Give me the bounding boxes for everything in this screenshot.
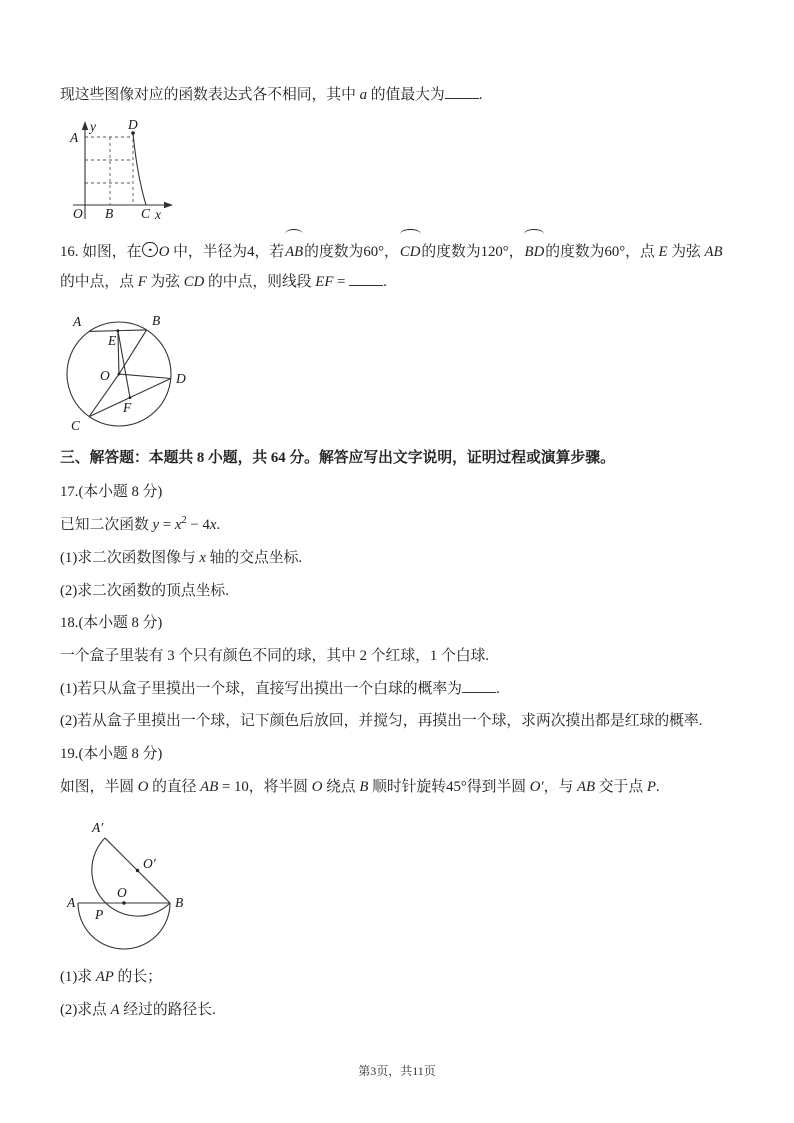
math-segment: O [158,243,170,260]
semicircle-o-arc [78,903,170,949]
fig-semicircle-diagram [66,808,211,958]
text-segment: 如图，半圆 [60,778,138,795]
text-segment: 一个盒子里装有 3 个只有颜色不同的球，其中 2 个红球，1 个白球. [60,647,490,664]
text-segment: . [216,517,221,534]
text-segment: 的度数为120°， [421,243,524,260]
text-segment: 经过的路径长. [119,1002,216,1019]
text-segment: (1)求 [60,969,96,986]
label-d: D [128,116,138,132]
label-o: O [73,205,83,221]
text-segment: ，与 [543,778,577,795]
label-e: E [108,333,117,349]
q17-header: 17.(本小题 8 分) [60,483,163,500]
radius-ob [119,330,147,374]
math-segment: y [152,517,160,534]
answer-blank [349,272,383,286]
text-segment: 交于点 [595,778,647,795]
text-segment: . [478,87,483,103]
q19-part1 [60,966,734,988]
label-b: B [175,895,184,911]
arc-notation: CD [399,237,422,267]
text-segment: . [495,680,500,697]
label-b: B [105,205,114,221]
math-segment: AB [576,778,596,795]
label-a: A [70,129,79,145]
text-segment: 为弦 [146,274,184,291]
text-segment: 16. 如图，在 [60,243,142,260]
math-segment: A [110,1002,120,1019]
math-segment: P [646,778,656,795]
text-segment: (2)求点 [60,1002,111,1019]
math-segment: EF [315,274,334,291]
text-segment: = 10，将半圆 [218,778,312,795]
segment-ef [118,331,130,398]
text-segment: 的值最大为 [367,87,445,103]
math-segment: O′ [529,778,544,795]
label-a: A [67,895,76,911]
q18-part2 [60,710,734,732]
text-segment: 的中点，则线段 [204,274,316,291]
label-a: A [73,314,82,330]
x-axis-arrow-icon [164,201,173,207]
circle-symbol-icon [142,242,157,257]
text-segment: 的度数为60°，点 [545,243,659,260]
point-e-dot [117,330,120,333]
math-segment: O [137,778,149,795]
answer-blank [462,678,496,692]
q17-part1 [60,547,734,569]
text-segment: (1)若只从盒子里摸出一个球，直接写出摸出一个白球的概率为 [60,680,462,697]
text-segment: 的中点，点 [60,274,138,291]
label-c: C [71,418,81,434]
label-p: P [95,907,104,923]
q18-given [60,645,734,667]
text-segment: = [159,517,175,534]
label-o: O [100,368,110,384]
page-footer: 第3页，共11页 [358,1064,436,1078]
text-segment: . [383,274,387,291]
point-f-dot [129,397,132,400]
text-segment: (1)求二次函数图像与 [60,549,200,566]
q19-header: 19.(本小题 8 分) [60,745,163,762]
math-segment: AB [704,243,723,260]
q18-header: 18.(本小题 8 分) [60,615,163,632]
text-segment: 已知二次函数 [60,517,153,534]
arc-notation: AB [284,237,304,267]
math-segment: x [209,517,217,534]
math-segment: B [359,778,369,795]
text-segment: 为弦 [667,243,705,260]
text-segment: 的度数为60°， [304,243,399,260]
center-o-dot [118,373,121,376]
arc-notation: BD [524,237,546,267]
intro-text [60,84,734,106]
math-segment: F [137,274,147,291]
math-segment: AP [95,969,114,986]
text-segment: (2)若从盒子里摸出一个球，记下颜色后放回，并搅匀，再摸出一个球，求两次摸出都是红球的概率. [60,713,703,730]
math-segment: AB [200,778,219,795]
q19-given [60,776,734,798]
text-segment: 的直径 [148,778,201,795]
label-b: B [152,313,161,329]
section-3-header: 三、解答题：本题共 8 小题，共 64 分。解答应写出文字说明，证明过程或演算步骤。 [60,450,615,467]
text-segment: 轴的交点坐标. [205,549,303,566]
label-f: F [123,400,132,416]
question-16-text [60,237,734,298]
label-d: D [176,371,186,387]
answer-blank [445,85,479,99]
text-segment: 现这些图像对应的函数表达式各不相同，其中 [60,87,360,103]
math-segment: O [311,778,323,795]
math-segment: CD [183,274,205,291]
text-segment: 中，半径为4，若 [169,243,285,260]
text-segment: = [333,274,350,291]
math-power-segment: $x^2$ [174,515,187,534]
text-segment: − 4 [186,517,210,534]
q18-part1 [60,678,734,700]
q17-given [60,513,734,536]
label-x: x [155,206,161,222]
text-segment: . [655,778,660,795]
curve-d-to-c [133,133,146,205]
label-c: C [141,205,151,221]
fig-circle-diagram [62,301,197,441]
math-segment: E [658,243,668,260]
q19-part2 [60,999,734,1021]
semicircle-o-prime-arc [92,838,170,916]
q17-part2 [60,580,734,602]
label-a-prime: A′ [92,820,104,836]
text-segment: (2)求二次函数的顶点坐标. [60,582,229,599]
y-axis-arrow-icon [82,121,88,130]
label-y: y [90,118,96,134]
text-segment: 绕点 [322,778,360,795]
center-o-dot [122,902,125,905]
math-segment: a [359,87,368,103]
text-segment: 的长； [113,969,162,986]
math-segment: x [199,549,206,566]
text-segment: 顺时针旋转45°得到半圆 [368,778,530,795]
label-o-prime: O′ [143,856,156,872]
label-o: O [117,885,127,901]
center-o-prime-dot [136,869,139,872]
fig-function-graph [60,117,185,229]
